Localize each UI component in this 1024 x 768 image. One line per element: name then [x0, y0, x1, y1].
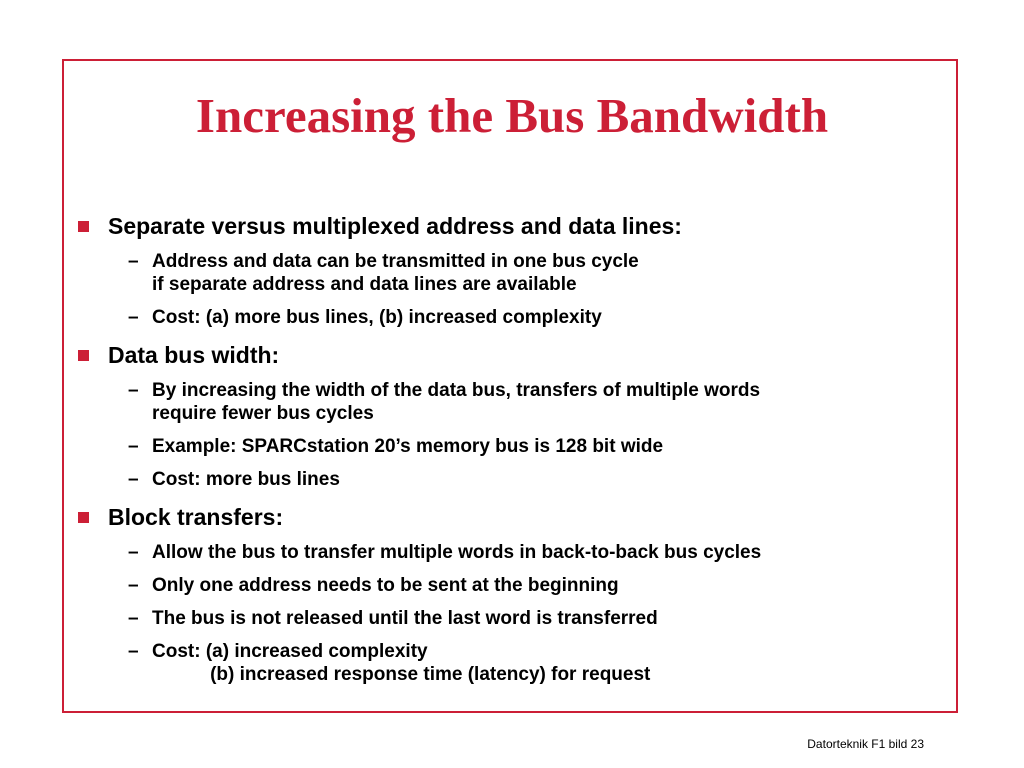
square-bullet-icon — [78, 221, 89, 232]
sub-item — [78, 468, 938, 491]
sub-item — [78, 250, 938, 296]
dash-marker: – — [128, 436, 139, 457]
bullet-item — [78, 503, 938, 531]
square-bullet-icon — [78, 512, 89, 523]
sub-item-text: The bus is not released until the last word is transferred — [152, 608, 658, 629]
sub-item-text: Only one address needs to be sent at the beginning — [152, 575, 619, 596]
sub-item-text: Cost: (a) increased complexity (b) increased response time (latency) for request — [152, 641, 651, 685]
sub-item — [78, 435, 938, 458]
bullet-item — [78, 341, 938, 369]
dash-marker: – — [128, 641, 139, 662]
bullet-item — [78, 212, 938, 240]
sub-item-text: Allow the bus to transfer multiple words in back-to-back bus cycles — [152, 542, 762, 563]
dash-marker: – — [128, 469, 139, 490]
bullet-label: Block transfers: — [108, 504, 284, 530]
sub-item-text: By increasing the width of the data bus, transfers of multiple words require fewer bus cycles — [152, 380, 761, 424]
sub-item — [78, 640, 938, 686]
sub-item-text: Address and data can be transmitted in one bus cycle if separate address and data lines are available — [152, 251, 639, 295]
sub-item-text: Cost: (a) more bus lines, (b) increased complexity — [152, 307, 602, 328]
square-bullet-icon — [78, 350, 89, 361]
slide-content — [78, 212, 938, 686]
sub-item-text: Example: SPARCstation 20’s memory bus is 128 bit wide — [152, 436, 664, 457]
dash-marker: – — [128, 251, 139, 272]
dash-marker: – — [128, 542, 139, 563]
slide-footer: Datorteknik F1 bild 23 — [807, 737, 924, 751]
slide-title: Increasing the Bus Bandwidth — [195, 88, 829, 143]
sub-item — [78, 574, 938, 597]
bullet-label: Data bus width: — [108, 342, 280, 368]
sub-item-text: Cost: more bus lines — [152, 469, 340, 490]
dash-marker: – — [128, 575, 139, 596]
sub-item — [78, 607, 938, 630]
sub-item — [78, 379, 938, 425]
dash-marker: – — [128, 307, 139, 328]
dash-marker: – — [128, 380, 139, 401]
dash-marker: – — [128, 608, 139, 629]
sub-item — [78, 306, 938, 329]
sub-item — [78, 541, 938, 564]
bullet-label: Separate versus multiplexed address and data lines: — [108, 213, 682, 239]
